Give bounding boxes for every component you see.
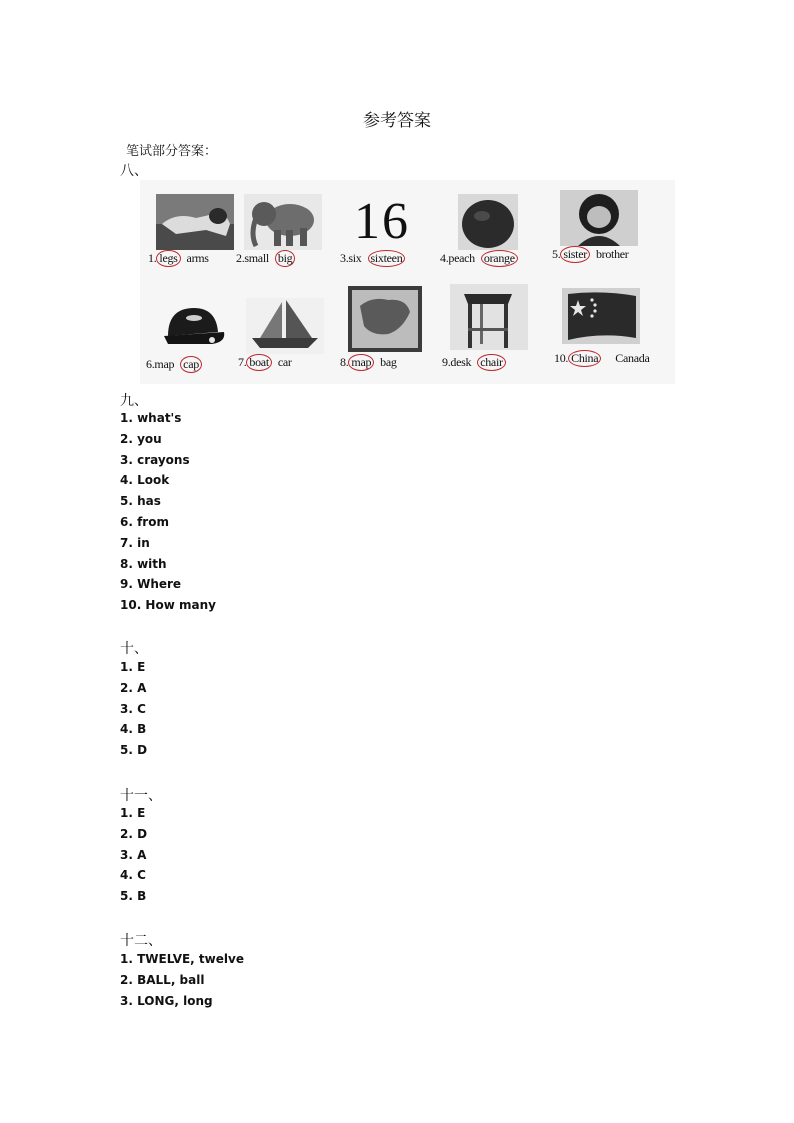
- circled-answer: chair: [477, 354, 505, 371]
- answer-item: 5. has: [120, 494, 161, 509]
- answer-item: 6. from: [120, 514, 169, 529]
- answer-item: 3. crayons: [120, 452, 190, 467]
- answer-item: 3. A: [120, 847, 147, 862]
- section-10-answers: [120, 657, 147, 761]
- written-answers-subtitle: 笔试部分答案：: [126, 144, 218, 159]
- answer-item: 2. D: [120, 826, 148, 841]
- chair-icon: [450, 284, 528, 350]
- section-12-heading: 十二、: [120, 933, 162, 949]
- section-9-heading: 九、: [120, 393, 148, 409]
- section-11-answers: [120, 803, 147, 907]
- item-orange: [436, 186, 543, 288]
- answer-item: 1. E: [120, 660, 146, 674]
- item-caption: 9.desk chair: [442, 354, 506, 371]
- number-16-icon: 16: [354, 193, 410, 250]
- item-caption: 3.six sixteen: [340, 250, 405, 267]
- circled-answer: sixteen: [368, 250, 406, 267]
- page-title: 参考答案: [363, 111, 431, 131]
- item-caption: 7. boat car: [238, 355, 292, 369]
- item-caption: 4.peach orange: [440, 250, 518, 267]
- item-sixteen: [336, 186, 443, 288]
- answer-item: 9. Where: [120, 577, 182, 592]
- circled-answer: sister: [560, 246, 590, 263]
- elephant-icon: [244, 194, 322, 250]
- item-caption: 2.small big: [236, 250, 295, 267]
- section-12-answers: [120, 949, 244, 1011]
- answer-item: 3. LONG, long: [120, 993, 213, 1008]
- answer-item: 10. How many: [120, 598, 216, 613]
- circled-answer: cap: [180, 356, 202, 373]
- girl-icon: [560, 190, 638, 246]
- map-icon: [348, 286, 422, 352]
- answer-item: 5. B: [120, 889, 147, 904]
- cap-icon: [154, 300, 232, 356]
- circled-answer: China: [568, 350, 601, 367]
- boat-icon: [246, 298, 324, 354]
- section-10-heading: 十、: [120, 641, 148, 657]
- item-caption: 8. map bag: [340, 355, 397, 369]
- item-caption: 10. China Canada: [554, 351, 650, 365]
- answer-item: 3. C: [120, 701, 146, 716]
- section-9-answers: [120, 408, 216, 616]
- legs-icon: [156, 194, 234, 250]
- item-caption: 5. sister brother: [552, 247, 629, 261]
- item-caption: 1. legs arms: [148, 251, 209, 265]
- circled-answer: map: [348, 354, 374, 371]
- item-chair: [438, 280, 545, 382]
- answer-item: 4. C: [120, 868, 146, 883]
- item-map: [336, 280, 443, 382]
- answer-item: 2. you: [120, 431, 162, 446]
- flag-icon: [562, 288, 640, 344]
- item-boat: [234, 290, 341, 392]
- answer-item: 4. B: [120, 722, 147, 737]
- answer-item: 2. BALL, ball: [120, 972, 205, 987]
- item-sister: [548, 182, 655, 284]
- item-cap: [142, 292, 249, 394]
- circled-answer: legs: [156, 250, 180, 267]
- item-china: [550, 284, 657, 386]
- section-8-heading: 八、: [120, 163, 148, 179]
- answer-item: 2. A: [120, 680, 147, 695]
- section-8-picture-exercise: [140, 180, 675, 384]
- answer-item: 1. TWELVE, twelve: [120, 952, 244, 966]
- item-elephant: [232, 186, 339, 288]
- answer-item: 5. D: [120, 743, 148, 758]
- circled-answer: orange: [481, 250, 518, 267]
- answer-item: 7. in: [120, 535, 150, 550]
- answer-item: 1. E: [120, 806, 146, 820]
- circled-answer: boat: [246, 354, 271, 371]
- answer-item: 8. with: [120, 556, 167, 571]
- section-11-heading: 十一、: [120, 788, 162, 804]
- circled-answer: big: [275, 250, 295, 267]
- answer-item: 1. what's: [120, 411, 182, 425]
- answer-item: 4. Look: [120, 473, 170, 488]
- item-caption: 6.map cap: [146, 356, 202, 373]
- orange-icon: [448, 194, 526, 250]
